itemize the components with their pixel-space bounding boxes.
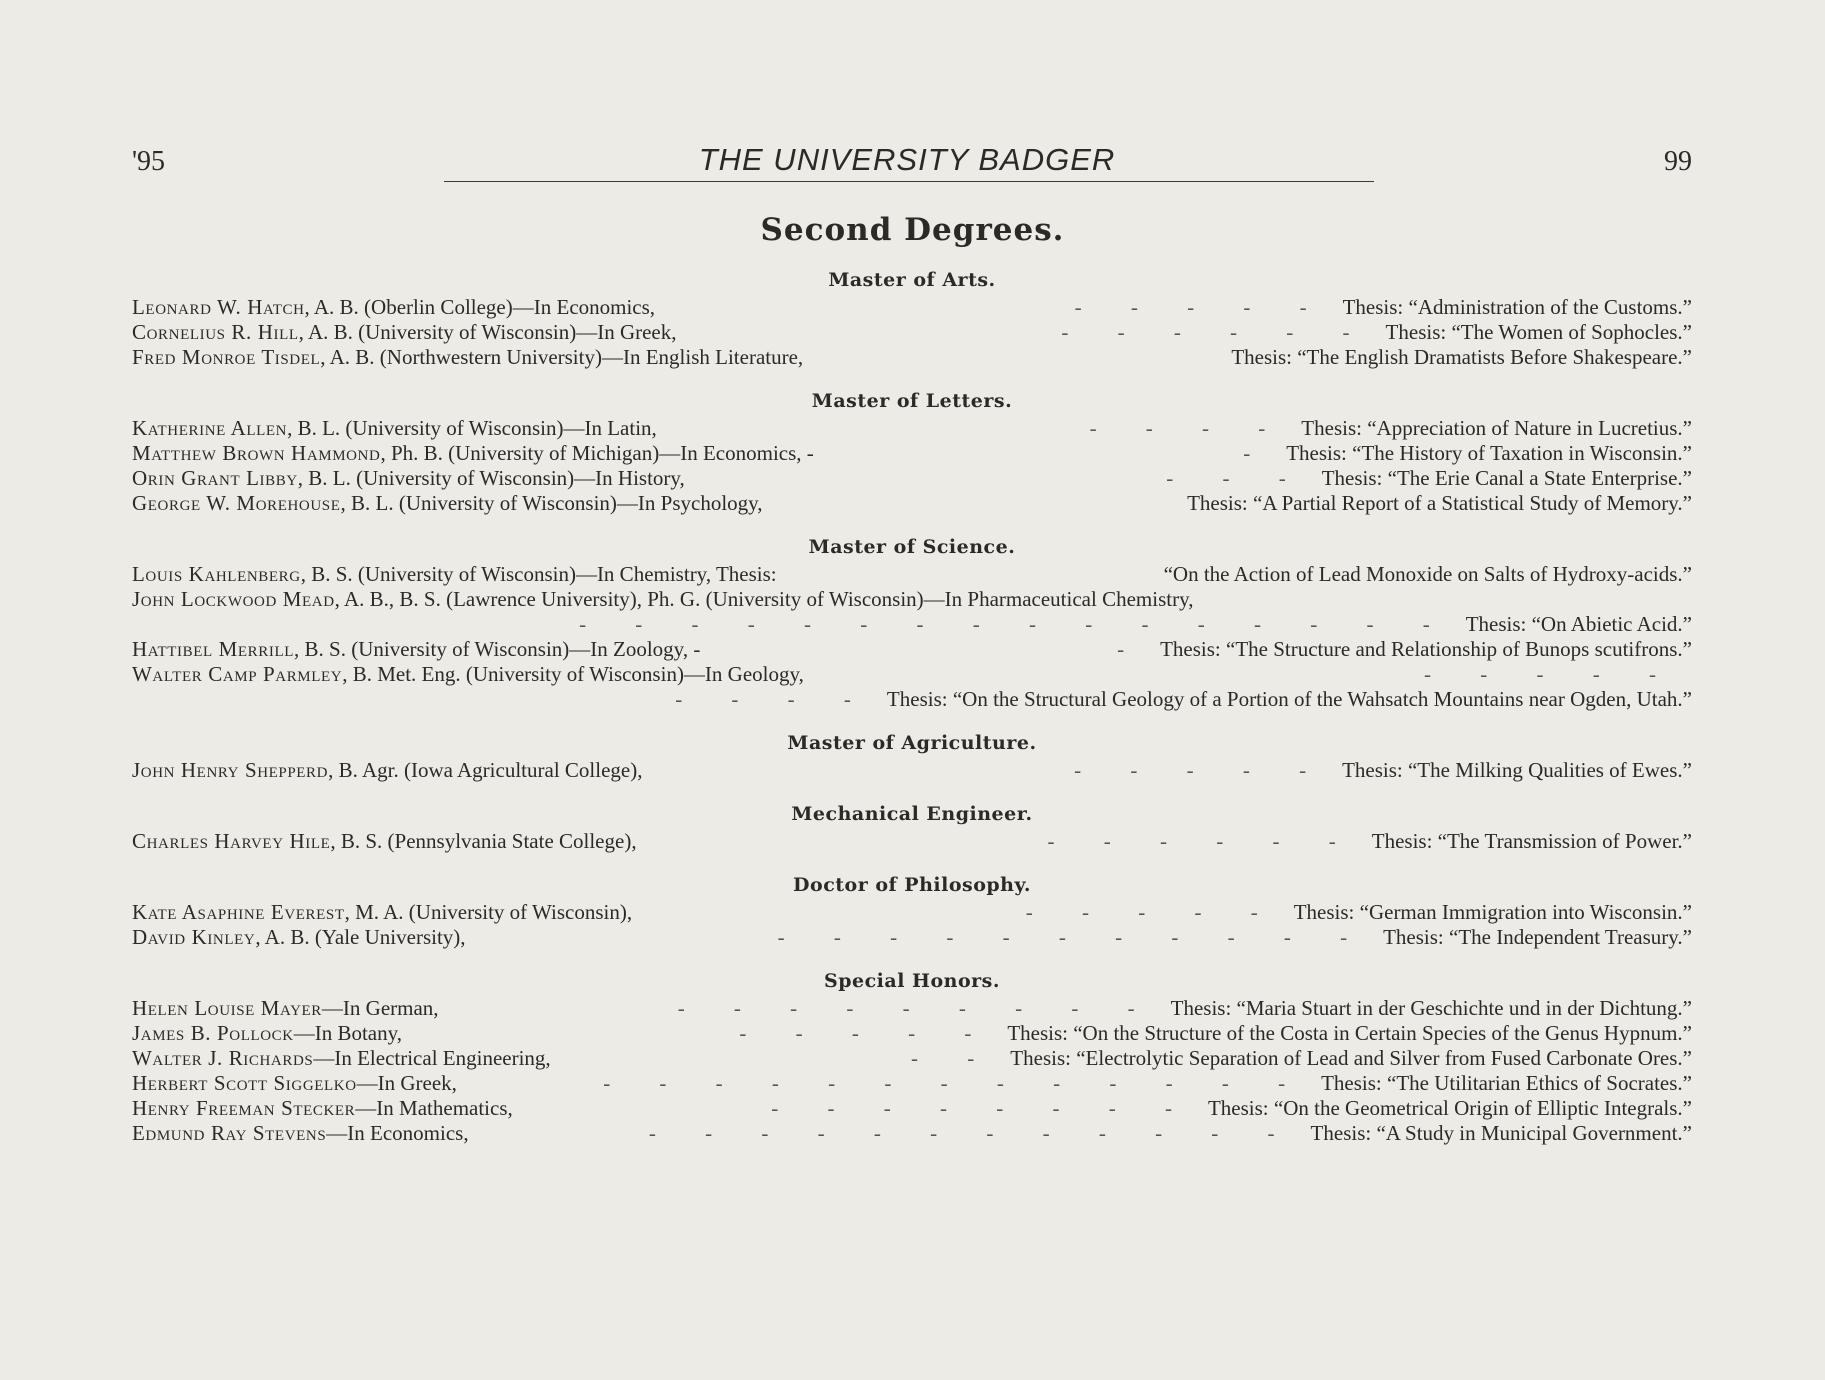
thesis-title: Thesis: “The Milking Qualities of Ewes.”	[1342, 758, 1692, 782]
graduate-name: Matthew Brown Hammond	[132, 441, 381, 465]
degree-details: —In Economics,	[326, 1121, 469, 1145]
running-head	[132, 142, 1692, 182]
degree-entry	[132, 1046, 1692, 1071]
degree-entry	[132, 441, 1692, 466]
degree-details: , B. S. (Pennsylvania State College),	[330, 829, 637, 853]
graduate-name: Edmund Ray Stevens	[132, 1121, 327, 1145]
degree-entry	[132, 416, 1692, 441]
thesis-title: Thesis: “The Transmission of Power.”	[1371, 829, 1692, 853]
dash-leader: - - - - - - - - -	[677, 996, 1157, 1020]
section-title: Master of Science.	[808, 536, 1016, 558]
degree-entry	[132, 758, 1692, 783]
entry-label	[132, 900, 632, 925]
degree-entry	[132, 612, 1692, 637]
entry-label	[132, 925, 466, 950]
dash-leader: - - - - - - - - - - -	[777, 925, 1370, 949]
graduate-name: Kate Asaphine Everest	[132, 900, 345, 924]
degree-entry	[132, 466, 1692, 491]
graduate-name: John Lockwood Mead	[132, 587, 335, 611]
thesis-title: Thesis: “A Partial Report of a Statistical Study of Memory.”	[1187, 491, 1692, 515]
section-title: Master of Agriculture.	[787, 732, 1037, 754]
graduate-name: James B. Pollock	[132, 1021, 294, 1045]
degree-details: , B. S. (University of Wisconsin)—In Chemistry, Thesis:	[300, 562, 777, 586]
entry-label	[132, 466, 685, 491]
header-title: THE UNIVERSITY BADGER	[698, 142, 1116, 177]
degree-entry	[132, 637, 1692, 662]
page-title: Second Degrees.	[760, 212, 1065, 248]
graduate-name: Walter J. Richards	[132, 1046, 314, 1070]
degree-entry	[132, 491, 1692, 516]
entry-label	[132, 1096, 513, 1121]
degree-entry	[132, 562, 1692, 587]
degree-details: , B. L. (University of Wisconsin)—In History,	[297, 466, 685, 490]
degree-details: , A. B. (University of Wisconsin)—In Greek,	[298, 320, 677, 344]
graduate-name: David Kinley	[132, 925, 256, 949]
thesis-title: Thesis: “Electrolytic Separation of Lead and Silver from Fused Carbonate Ores.”	[1010, 1046, 1692, 1070]
degree-details: , A. B. (Yale University),	[255, 925, 466, 949]
degree-entry	[132, 925, 1692, 950]
entry-label	[132, 1121, 469, 1146]
degree-entry	[132, 900, 1692, 925]
entry-label	[132, 491, 763, 516]
dash-leader: - -	[911, 1046, 997, 1070]
graduate-name: Leonard W. Hatch	[132, 295, 305, 319]
entry-label	[132, 441, 814, 466]
thesis-title: Thesis: “The Erie Canal a State Enterprise.”	[1321, 466, 1692, 490]
dash-leader: -	[1243, 441, 1273, 465]
thesis-title: Thesis: “On Abietic Acid.”	[1465, 612, 1692, 636]
degree-details: , A. B., B. S. (Lawrence University), Ph. G. (University of Wisconsin)—In Pharmaceutical Chemistry,	[334, 587, 1194, 611]
entry-label	[132, 758, 642, 783]
thesis-title: Thesis: “On the Structural Geology of a Portion of the Wahsatch Mountains near Ogden, Utah.”	[886, 687, 1692, 711]
section-title: Mechanical Engineer.	[791, 803, 1033, 825]
degree-details: —In Botany,	[293, 1021, 403, 1045]
entry-label	[132, 637, 700, 662]
degree-entry	[132, 320, 1692, 345]
dash-leader: -	[1117, 637, 1147, 661]
degree-entry	[132, 1071, 1692, 1096]
dash-leader: - - - -	[1089, 416, 1288, 440]
graduate-name: Walter Camp Parmley	[132, 662, 343, 686]
dash-leader: - - - - -	[739, 1021, 994, 1045]
entry-label	[132, 587, 1193, 612]
degree-entry	[132, 829, 1692, 854]
header-rule	[444, 181, 1374, 182]
degree-entry	[132, 345, 1692, 370]
section-title: Master of Letters.	[811, 390, 1013, 412]
graduate-name: Cornelius R. Hill	[132, 320, 299, 344]
thesis-title: Thesis: “Maria Stuart in der Geschichte und in der Dichtung.”	[1170, 996, 1692, 1020]
dash-leader	[817, 345, 1217, 370]
thesis-title: Thesis: “The English Dramatists Before Shakespeare.”	[1231, 345, 1692, 369]
entry-label	[132, 416, 657, 441]
degree-details: , A. B. (Oberlin College)—In Economics,	[304, 295, 656, 319]
degree-entry	[132, 662, 1692, 687]
entry-label	[132, 562, 777, 587]
thesis-title: Thesis: “Administration of the Customs.”	[1342, 295, 1692, 319]
degree-details: , B. L. (University of Wisconsin)—In Latin,	[287, 416, 657, 440]
thesis-title: Thesis: “Appreciation of Nature in Lucretius.”	[1301, 416, 1692, 440]
graduate-name: Henry Freeman Stecker	[132, 1096, 356, 1120]
degree-entry	[132, 1021, 1692, 1046]
dash-leader: - - - - - - - - - - - - - - - -	[579, 612, 1452, 636]
graduate-name: John Henry Shepperd	[132, 758, 329, 782]
degree-details: , B. S. (University of Wisconsin)—In Zoology, -	[294, 637, 701, 661]
dash-leader: - - - - - - - - - - - -	[648, 1121, 1297, 1145]
thesis-title: Thesis: “On the Structure of the Costa in Certain Species of the Genus Hypnum.”	[1007, 1021, 1692, 1045]
dash-leader	[791, 562, 1150, 587]
thesis-title: Thesis: “German Immigration into Wisconsin.”	[1293, 900, 1692, 924]
entry-label	[132, 1046, 551, 1071]
graduate-name: Louis Kahlenberg	[132, 562, 301, 586]
graduate-name: Hattibel Merrill	[132, 637, 295, 661]
entry-label	[132, 1071, 457, 1096]
entry-label	[132, 996, 439, 1021]
thesis-title: “On the Action of Lead Monoxide on Salts of Hydroxy-acids.”	[1163, 562, 1692, 586]
dash-leader: - - - -	[675, 687, 873, 711]
dash-leader: - - - - - -	[1061, 320, 1372, 344]
dash-leader: - - - - -	[1074, 758, 1329, 782]
graduate-name: Charles Harvey Hile	[132, 829, 331, 853]
degree-details: , Ph. B. (University of Michigan)—In Economics, -	[380, 441, 814, 465]
dash-leader: - - -	[1166, 466, 1308, 490]
dash-leader: - - - - - - - - - - - - -	[603, 1071, 1308, 1095]
degree-details: —In Greek,	[356, 1071, 457, 1095]
header-year: '95	[132, 146, 166, 177]
degree-entry	[132, 687, 1692, 712]
dash-leader: - - - - -	[1074, 295, 1329, 319]
thesis-title: Thesis: “The History of Taxation in Wisconsin.”	[1286, 441, 1692, 465]
degree-entry	[132, 1096, 1692, 1121]
dash-leader: - - - - - - - -	[771, 1096, 1194, 1120]
thesis-title: Thesis: “A Study in Municipal Government.”	[1310, 1121, 1692, 1145]
degree-details: , B. Met. Eng. (University of Wisconsin)—In Geology,	[342, 662, 804, 686]
entry-label	[132, 345, 803, 370]
graduate-name: Helen Louise Mayer	[132, 996, 322, 1020]
dash-leader	[777, 491, 1174, 516]
thesis-title: Thesis: “On the Geometrical Origin of Elliptic Integrals.”	[1207, 1096, 1692, 1120]
degree-details: , B. Agr. (Iowa Agricultural College),	[328, 758, 643, 782]
degree-details: , A. B. (Northwestern University)—In English Literature,	[320, 345, 804, 369]
graduate-name: Katherine Allen	[132, 416, 288, 440]
graduate-name: Fred Monroe Tisdel	[132, 345, 321, 369]
entry-label	[132, 829, 637, 854]
entry-label	[132, 1021, 402, 1046]
thesis-title: Thesis: “The Women of Sophocles.”	[1385, 320, 1692, 344]
page-number: 99	[1664, 146, 1692, 177]
degree-details: —In German,	[321, 996, 439, 1020]
section-title: Master of Arts.	[828, 269, 996, 291]
section-title: Special Honors.	[824, 970, 1000, 992]
entry-label	[132, 662, 804, 687]
dash-leader: - - - - -	[1025, 900, 1280, 924]
section-title: Doctor of Philosophy.	[793, 874, 1031, 896]
thesis-title: Thesis: “The Utilitarian Ethics of Socrates.”	[1321, 1071, 1692, 1095]
thesis-title: Thesis: “The Independent Treasury.”	[1383, 925, 1692, 949]
dash-leader: - - - - -	[1424, 662, 1678, 686]
degree-details: , B. L. (University of Wisconsin)—In Psychology,	[340, 491, 763, 515]
degree-details: , M. A. (University of Wisconsin),	[344, 900, 633, 924]
degree-entry	[132, 1121, 1692, 1146]
degree-entry	[132, 996, 1692, 1021]
degree-details: —In Electrical Engineering,	[313, 1046, 551, 1070]
degree-list	[132, 265, 1692, 1146]
graduate-name: Orin Grant Libby	[132, 466, 298, 490]
dash-leader: - - - - - -	[1047, 829, 1358, 853]
degree-entry	[132, 587, 1692, 612]
entry-label	[132, 320, 677, 345]
graduate-name: Herbert Scott Siggelko	[132, 1071, 357, 1095]
degree-entry	[132, 295, 1692, 320]
degree-details: —In Mathematics,	[355, 1096, 513, 1120]
graduate-name: George W. Morehouse	[132, 491, 341, 515]
entry-label	[132, 295, 655, 320]
dash-leader	[1207, 587, 1678, 612]
thesis-title: Thesis: “The Structure and Relationship of Bunops scutifrons.”	[1160, 637, 1692, 661]
